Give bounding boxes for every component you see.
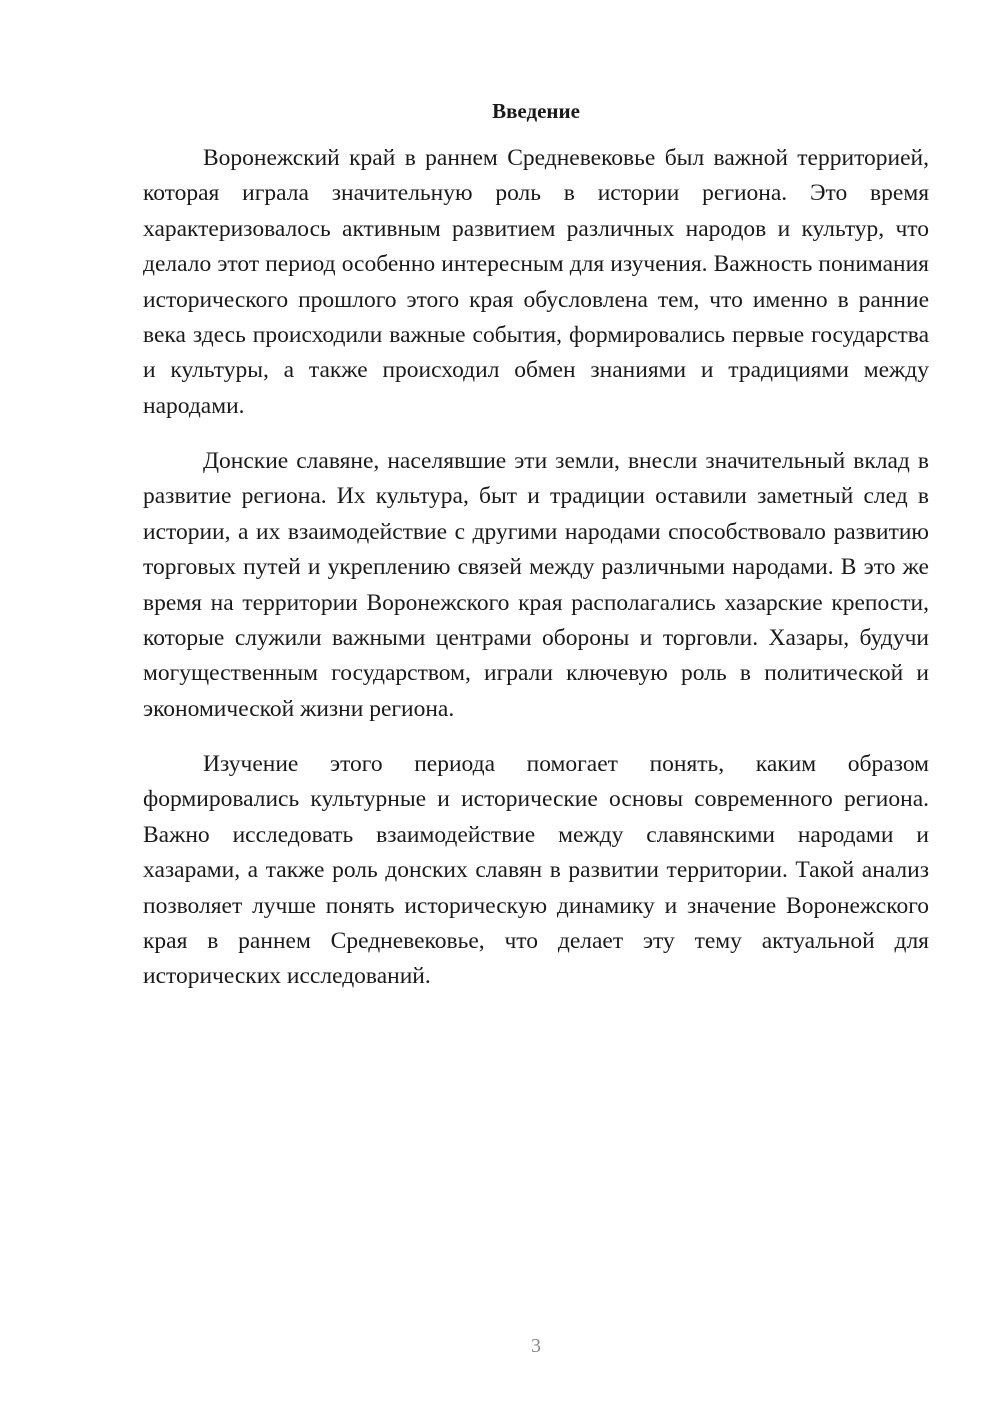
paragraph-intro: Воронежский край в раннем Средневековье был важной территорией, которая играла значительную роль в истории региона. Это время характеризовалось активным развитием различных народов и культур, что делало этот период особенно интересным для изучения. Важность понимания исторического прошлого этого края обусловлена тем, что именно в ранние века здесь происходили важные события, формировались первые государства и культуры, а также происходил обмен знаниями и традициями между народами. <box>143 145 929 419</box>
paragraph-study: Изучение этого периода помогает понять, каким образом формировались культурные и исторические основы современного региона. Важно исследовать взаимодействие между славянскими народами и хазарами, а также роль донских славян в развитии территории. Такой анализ позволяет лучше понять историческую динамику и значение Воронежского края в раннем Средневековье, что делает эту тему актуальной для исторических исследований. <box>143 751 929 990</box>
paragraph-don-slavs: Донские славяне, населявшие эти земли, внесли значительный вклад в развитие региона. Их культура, быт и традиции оставили заметный след в истории, а их взаимодействие с другими народами способствовало развитию торговых путей и укреплению связей между различными народами. В это же время на территории Воронежского края располагались хазарские крепости, которые служили важными центрами обороны и торговли. Хазары, будучи могущественным государством, играли ключевую роль в политической и экономической жизни региона. <box>143 448 929 722</box>
page-number: 3 <box>531 1335 541 1357</box>
section-title: Введение <box>492 99 580 123</box>
